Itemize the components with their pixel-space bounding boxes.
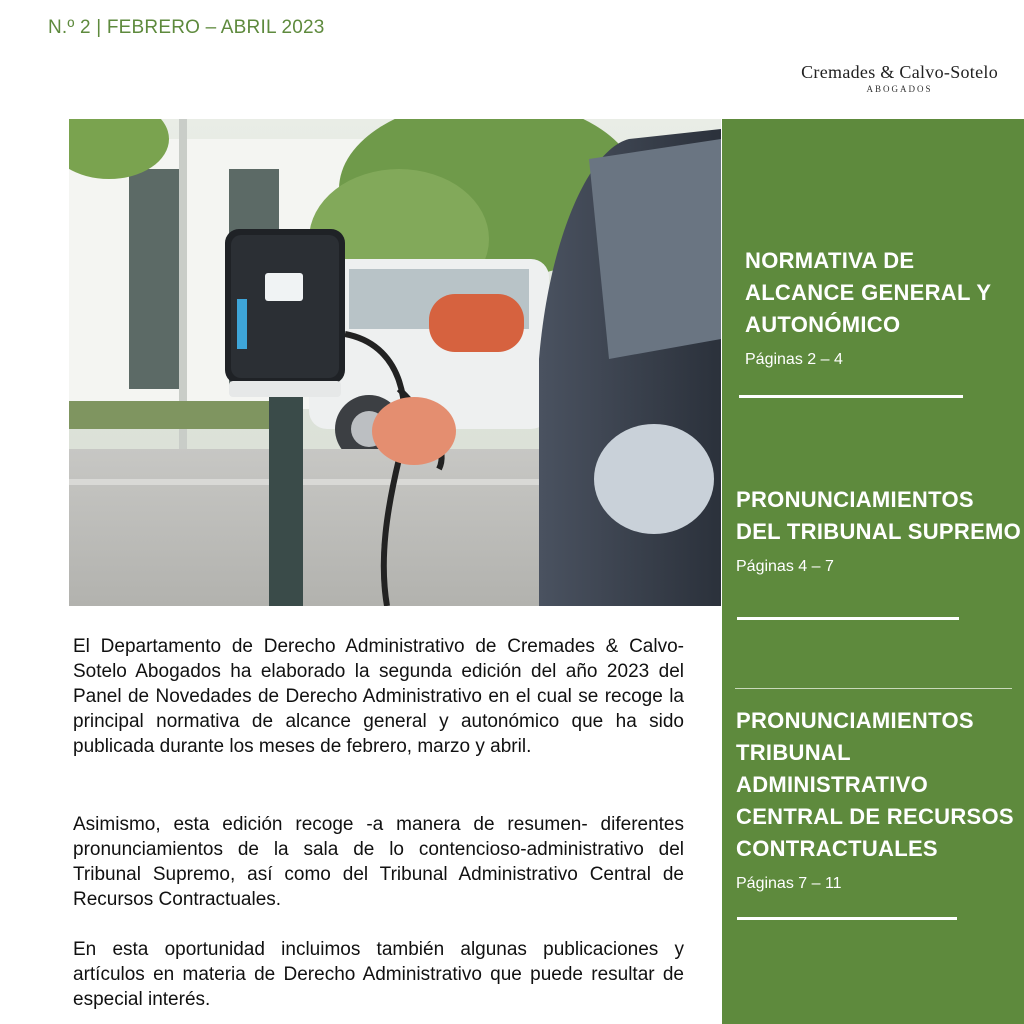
section-divider xyxy=(737,917,957,920)
toc-pages: Páginas 7 – 11 xyxy=(736,875,842,892)
issue-label: N.º 2 | FEBRERO – ABRIL 2023 xyxy=(48,17,325,38)
toc-pages: Páginas 4 – 7 xyxy=(736,558,834,575)
publications-paragraph: En esta oportunidad incluimos también algunas publicaciones y artículos en materia de Derecho Administrativo que puede resultar de especial interés. xyxy=(73,939,684,1010)
intro-paragraph: El Departamento de Derecho Administrativo de Cremades & Calvo-Sotelo Abogados ha elaborado la segunda edición del año 2023 del Panel de Novedades de Derecho Administrativo en el cual se recoge la principal normativa de alcance general y autonómico que ha sido publicada durante los meses de febrero, marzo y abril. xyxy=(73,636,684,757)
ev-charging-photo xyxy=(69,119,721,606)
section-divider-thin xyxy=(735,688,1012,689)
section-divider xyxy=(739,395,963,398)
logo-subtitle: ABOGADOS xyxy=(866,84,933,94)
toc-title: PRONUNCIAMIENTOS DEL TRIBUNAL SUPREMO xyxy=(736,487,1022,544)
firm-logo xyxy=(801,62,998,94)
toc-pages: Páginas 2 – 4 xyxy=(745,351,843,368)
logo-name: Cremades & Calvo-Sotelo xyxy=(801,62,998,82)
summary-paragraph: Asimismo, esta edición recoge -a manera de resumen- diferentes pronunciamientos de la sala de lo contencioso-administrativo del Tribunal Supremo, así como del Tribunal Administrativo Central de Recursos Contractuales. xyxy=(73,814,684,910)
toc-section-tribunal-contractual[interactable] xyxy=(736,705,1018,893)
ev-charging-station-icon xyxy=(69,119,721,606)
toc-title: NORMATIVA DE ALCANCE GENERAL Y AUTONÓMICO xyxy=(745,248,991,337)
toc-section-normativa[interactable] xyxy=(745,245,1024,369)
table-of-contents-sidebar xyxy=(722,119,1024,1024)
toc-title: PRONUNCIAMIENTOS TRIBUNAL ADMINISTRATIVO CENTRAL DE RECURSOS CONTRACTUALES xyxy=(736,708,1014,861)
section-divider xyxy=(737,617,959,620)
toc-section-tribunal-supremo[interactable] xyxy=(736,484,1024,576)
